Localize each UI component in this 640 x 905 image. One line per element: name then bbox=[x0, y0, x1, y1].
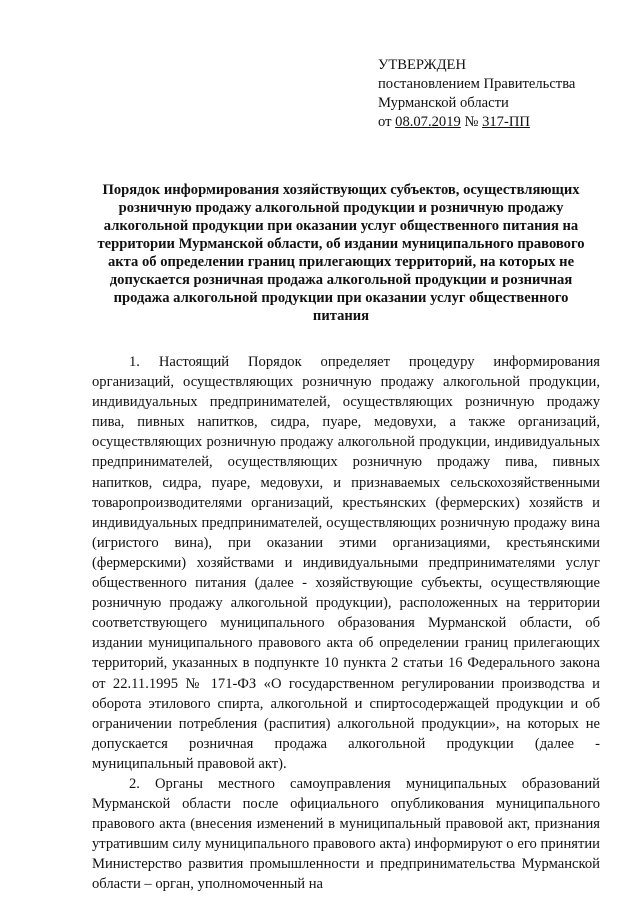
document-body bbox=[92, 352, 600, 895]
approval-stamp bbox=[378, 56, 618, 132]
approval-number: 317-ПП bbox=[482, 114, 530, 130]
approval-line-2: Мурманской области bbox=[378, 95, 509, 111]
paragraph-2: 2. Органы местного самоуправления муниципальных образований Мурманской области после официального опубликования муниципального правового акта (внесения изменений в муниципальный правовой акт, признания утратившим силу муниципального правового акта) информируют о его принятии Министерство развития промышленности и предпринимательства Мурманской области – орган, уполномоченный на bbox=[92, 775, 600, 893]
approval-title: УТВЕРЖДЕН bbox=[378, 57, 466, 73]
approval-line-1: постановлением Правительства bbox=[378, 76, 576, 92]
approval-date-prefix: от bbox=[378, 114, 392, 130]
approval-date: 08.07.2019 bbox=[395, 114, 461, 130]
paragraph-1: 1. Настоящий Порядок определяет процедуру информирования организаций, осуществляющих розничную продажу алкогольной продукции, индивидуальных предпринимателей, осуществляющих розничную продажу пива, пивных напитков, сидра, пуаре, медовухи, а также организаций, осуществляющих розничную продажу алкогольной продукции, индивидуальных предпринимателей, осуществляющих розничную продажу пива, пивных напитков, сидра, пуаре, медовухи, и признаваемых сельскохозяйственными товаропроизводителями организаций, крестьянских (фермерских) хозяйств и индивидуальных предпринимателей, осуществляющих розничную продажу вина (игристого вина), при оказании этими организациями, крестьянскими (фермерскими) хозяйствами и индивидуальными предпринимателями услуг общественного питания (далее - хозяйствующие субъекты, осуществляющие розничную продажу алкогольной продукции), расположенных на территории соответствующего муниципального образования Мурманской области, об издании муниципального правового акта об определении границ прилегающих территорий, указанных в подпункте 10 пункта 2 статьи 16 Федерального закона от 22.11.1995 № 171-ФЗ «О государственном регулировании производства и оборота этилового спирта, алкогольной и спиртосодержащей продукции и об ограничении потребления (распития) алкогольной продукции», на которых не допускается розничная продажа алкогольной продукции (далее - муниципальный правовой акт). bbox=[92, 354, 600, 772]
document-title: Порядок информирования хозяйствующих субъектов, осуществляющих розничную продажу алкогольной продукции и розничную продажу алкогольной продукции при оказании услуг общественного питания на территории Мурманской области, об издании муниципального правового акта об определении границ прилегающих территорий, на которых не допускается розничная продажа алкогольной продукции и розничная продажа алкогольной продукции при оказании услуг общественного питания bbox=[97, 182, 585, 324]
approval-date-row bbox=[378, 113, 618, 132]
approval-number-sign: № bbox=[464, 114, 479, 130]
